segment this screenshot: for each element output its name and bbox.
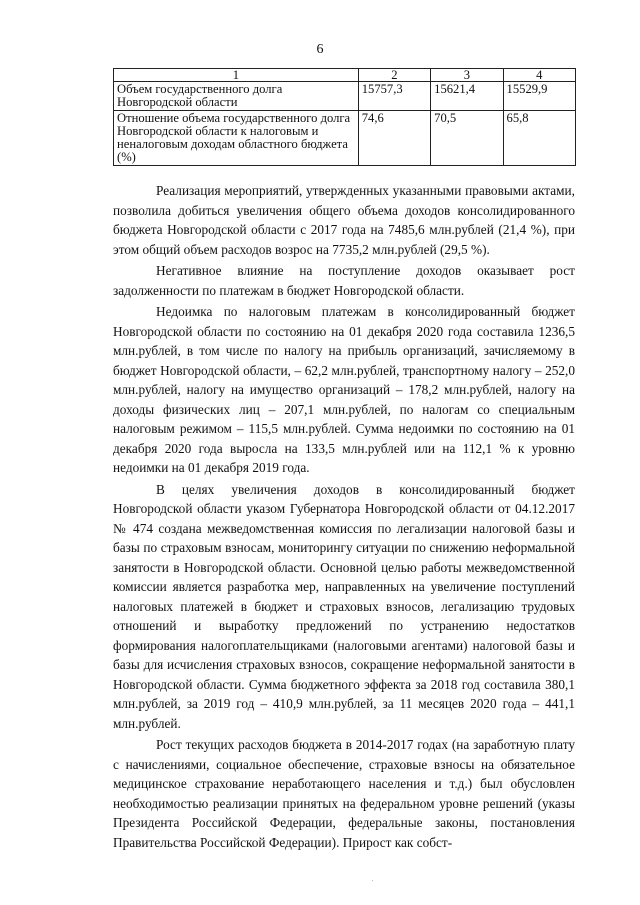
table-header-cell: 4 [503, 69, 575, 82]
table-row [114, 82, 576, 111]
table-cell: 15529,9 [503, 82, 575, 111]
table-header-cell: 2 [358, 69, 430, 82]
table-header-cell: 3 [431, 69, 503, 82]
table-header-cell: 1 [114, 69, 359, 82]
table-cell: 74,6 [358, 111, 430, 166]
table-cell: 70,5 [431, 111, 503, 166]
table-cell: 15757,3 [358, 82, 430, 111]
table-cell: 65,8 [503, 111, 575, 166]
paragraph-expenses: Рост текущих расходов бюджета в 2014-2017 годах (на заработную плату с начислениями, социальное обеспечение, страховые взносы на обязательное медицинское страхование неработающего населения и т.д.) был обусловлен необходимостью реализации принятых на федеральном уровне решений (указы Президента Российской Федерации, федеральные законы, постановления Правительства Российской Федерации). Прирост как собст- [113, 737, 575, 850]
table-header-row [114, 69, 576, 82]
paragraph-results: Реализация мероприятий, утвержденных указанными правовыми актами, позволила добиться увеличения общего объема доходов консолидированного бюджета Новгородской области с 2017 года на 7485,6 млн.рублей (21,4 %), при этом общий объем расходов возрос на 7735,2 млн.рублей (29,5 %). [113, 183, 575, 257]
table-row-label: Объем государственного долга Новгородской области [114, 82, 359, 111]
paragraph-commission: В целях увеличения доходов в консолидированный бюджет Новгородской области указом Губернатора Новгородской области от 04.12.2017 № 474 создана межведомственная комиссия по легализации налоговой базы и базы по страховым взносам, мониторингу ситуации по снижению неформальной занятости в Новгородской области. Основной целью работы межведомственной комиссии является разработка мер, направленных на увеличение поступлений налоговых платежей в бюджет и страховых взносов, легализацию трудовых отношений и выработку предложений по устранению недостатков формирования налогоплательщиками (налоговыми агентами) налоговой базы и базы для исчисления страховых взносов, сокращение неформальной занятости в Новгородской области. Сумма бюджетного эффекта за 2018 год составила 380,1 млн.рублей, за 2019 год – 410,9 млн.рублей, за 11 месяцев 2020 года – 441,1 млн.рублей. [113, 481, 575, 731]
page-number: 6 [316, 42, 324, 57]
table-row-label: Отношение объема государственного долга Новгородской области к налоговым и неналоговым доходам областного бюджета (%) [114, 111, 359, 166]
body-text [113, 181, 575, 854]
scan-speck [372, 880, 373, 881]
table-cell: 15621,4 [431, 82, 503, 111]
table-row [114, 111, 576, 166]
paragraph-arrears: Недоимка по налоговым платежам в консолидированный бюджет Новгородской области по состоянию на 01 декабря 2020 года составила 1236,5 млн.рублей, в том числе по налогу на прибыль организаций, зачисляемому в бюджет Новгородской области, – 62,2 млн.рублей, транспортному налогу – 252,0 млн.рублей, налогу на имущество организаций – 178,2 млн.рублей, налогу на доходы физических лиц – 207,1 млн.рублей, по налогам со специальным налоговым режимом – 115,5 млн.рублей. Сумма недоимки по состоянию на 01 декабря 2020 года выросла на 133,5 млн.рублей или на 112,1 % к уровню недоимки на 01 декабря 2019 года. [113, 304, 575, 475]
debt-table [113, 68, 576, 166]
paragraph-debt-growth: Негативное влияние на поступление доходов оказывает рост задолженности по платежам в бюджет Новгородской области. [113, 263, 575, 298]
